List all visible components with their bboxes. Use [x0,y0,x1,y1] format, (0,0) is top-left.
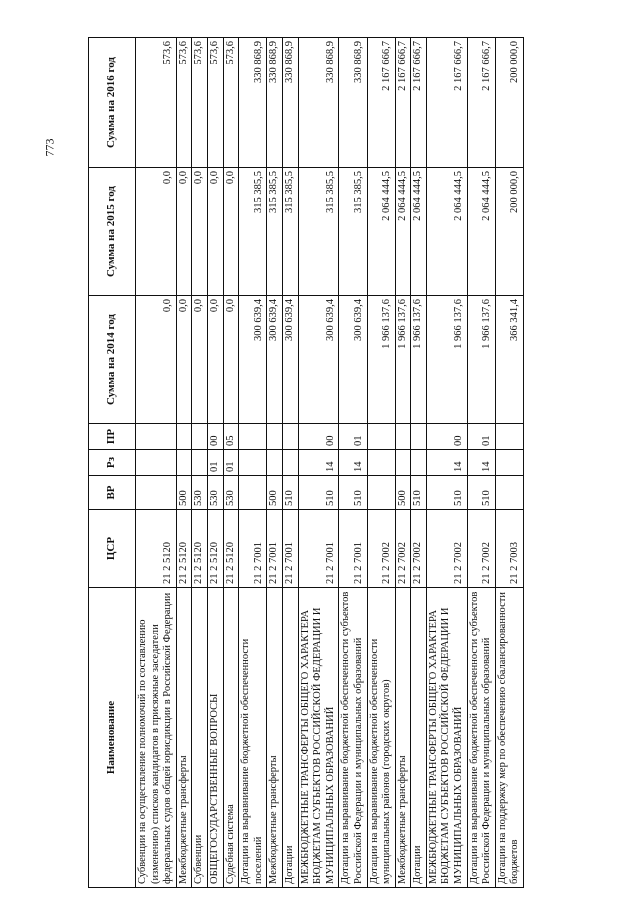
cell-csr: 21 2 7001 [298,510,339,588]
table-row [267,38,283,888]
cell-name: Дотации на выравнивание бюджетной обеспеченности субъектов Российской Федерации и муниципальных образований [467,588,495,888]
cell-vr: 530 [207,476,223,510]
cell-pr: 00 [298,424,339,450]
cell-rz [192,450,208,476]
cell-vr: 510 [282,476,298,510]
cell-name: Межбюджетные трансферты [176,588,192,888]
cell-csr: 21 2 7002 [411,510,427,588]
cell-vr: 510 [426,476,467,510]
cell-vr [239,476,267,510]
cell-pr [411,424,427,450]
cell-2015: 315 385,5 [239,168,267,296]
cell-name: МЕЖБЮДЖЕТНЫЕ ТРАНСФЕРТЫ ОБЩЕГО ХАРАКТЕРА БЮДЖЕТАМ СУБЪЕКТОВ РОССИЙСКОЙ ФЕДЕРАЦИИ И МУНИЦИПАЛЬНЫХ ОБРАЗОВАНИЙ [298,588,339,888]
cell-pr [267,424,283,450]
cell-2014: 300 639,4 [298,296,339,424]
table-row [467,38,495,888]
cell-csr: 21 2 7001 [339,510,367,588]
cell-csr: 21 2 7002 [395,510,411,588]
cell-rz: 14 [467,450,495,476]
cell-rz [267,450,283,476]
cell-2014: 300 639,4 [339,296,367,424]
cell-2015: 2 064 444,5 [395,168,411,296]
cell-csr: 21 2 5120 [176,510,192,588]
cell-rz: 01 [223,450,239,476]
cell-2014: 1 966 137,6 [426,296,467,424]
cell-pr [192,424,208,450]
cell-2014: 0,0 [136,296,177,424]
cell-2014: 0,0 [192,296,208,424]
cell-rz [395,450,411,476]
cell-vr: 500 [267,476,283,510]
table-row [339,38,367,888]
cell-2015: 2 064 444,5 [411,168,427,296]
cell-rz [282,450,298,476]
cell-2015: 2 064 444,5 [467,168,495,296]
cell-2016: 2 167 666,7 [411,38,427,168]
cell-vr: 500 [176,476,192,510]
cell-name: Дотации на выравнивание бюджетной обеспеченности муниципальных районов (городских округов) [367,588,395,888]
cell-rz: 14 [426,450,467,476]
cell-rz [367,450,395,476]
cell-csr: 21 2 7001 [282,510,298,588]
cell-name: Дотации на поддержку мер по обеспечению сбалансированности бюджетов [495,588,523,888]
cell-2015: 315 385,5 [282,168,298,296]
table-row [395,38,411,888]
cell-2015: 315 385,5 [339,168,367,296]
cell-2014: 300 639,4 [267,296,283,424]
cell-pr [239,424,267,450]
cell-pr [282,424,298,450]
table-row [411,38,427,888]
cell-vr: 500 [395,476,411,510]
table-row [176,38,192,888]
cell-2016: 330 868,9 [239,38,267,168]
header-rz: Рз [89,450,136,476]
cell-rz: 14 [298,450,339,476]
cell-2016: 330 868,9 [298,38,339,168]
cell-name: МЕЖБЮДЖЕТНЫЕ ТРАНСФЕРТЫ ОБЩЕГО ХАРАКТЕРА БЮДЖЕТАМ СУБЪЕКТОВ РОССИЙСКОЙ ФЕДЕРАЦИИ И МУНИЦИПАЛЬНЫХ ОБРАЗОВАНИЙ [426,588,467,888]
cell-csr: 21 2 5120 [223,510,239,588]
cell-pr [495,424,523,450]
header-2014: Сумма на 2014 год [89,296,136,424]
cell-pr [367,424,395,450]
cell-2015: 315 385,5 [298,168,339,296]
cell-2016: 573,6 [176,38,192,168]
cell-pr [395,424,411,450]
table-row [426,38,467,888]
table-header [89,38,136,888]
cell-vr: 530 [223,476,239,510]
header-2015: Сумма на 2015 год [89,168,136,296]
header-2016: Сумма на 2016 год [89,38,136,168]
cell-pr [136,424,177,450]
cell-rz [136,450,177,476]
cell-csr: 21 2 5120 [207,510,223,588]
cell-rz [495,450,523,476]
cell-2015: 0,0 [192,168,208,296]
cell-csr: 21 2 7003 [495,510,523,588]
cell-2015: 0,0 [223,168,239,296]
cell-2016: 573,6 [207,38,223,168]
cell-2016: 2 167 666,7 [395,38,411,168]
cell-2015: 315 385,5 [267,168,283,296]
budget-table [88,37,524,888]
cell-name: Субвенции [192,588,208,888]
cell-vr: 510 [298,476,339,510]
header-vr: ВР [89,476,136,510]
cell-2016: 573,6 [192,38,208,168]
cell-csr: 21 2 7002 [467,510,495,588]
cell-2014: 300 639,4 [239,296,267,424]
table-row [495,38,523,888]
rotated-table-container [88,38,558,888]
cell-rz [411,450,427,476]
table-row [367,38,395,888]
cell-name: Межбюджетные трансферты [267,588,283,888]
cell-name: Дотации [282,588,298,888]
cell-vr: 510 [339,476,367,510]
cell-rz: 14 [339,450,367,476]
cell-2016: 2 167 666,7 [367,38,395,168]
cell-2014: 1 966 137,6 [411,296,427,424]
cell-2014: 300 639,4 [282,296,298,424]
cell-pr: 01 [339,424,367,450]
cell-name: ОБЩЕГОСУДАРСТВЕННЫЕ ВОПРОСЫ [207,588,223,888]
cell-2014: 0,0 [223,296,239,424]
cell-name: Межбюджетные трансферты [395,588,411,888]
cell-2014: 0,0 [207,296,223,424]
cell-2015: 2 064 444,5 [367,168,395,296]
header-name: Наименование [89,588,136,888]
table-body [136,38,524,888]
cell-2014: 1 966 137,6 [367,296,395,424]
cell-2014: 366 341,4 [495,296,523,424]
cell-vr [367,476,395,510]
page-number: 773 [42,138,57,157]
table-row [192,38,208,888]
table-row [239,38,267,888]
cell-csr: 21 2 5120 [136,510,177,588]
header-csr: ЦСР [89,510,136,588]
cell-vr [495,476,523,510]
cell-pr: 00 [207,424,223,450]
cell-rz [176,450,192,476]
cell-2016: 330 868,9 [282,38,298,168]
cell-csr: 21 2 7001 [267,510,283,588]
cell-csr: 21 2 7001 [239,510,267,588]
table-row [298,38,339,888]
header-row [89,38,136,888]
cell-2014: 1 966 137,6 [395,296,411,424]
cell-csr: 21 2 5120 [192,510,208,588]
cell-vr: 510 [467,476,495,510]
cell-name: Субвенции на осуществление полномочий по составлению (изменению) списков кандидатов в присяжные заседатели федеральных судов общей юрисдикции в Российской Федерации [136,588,177,888]
cell-rz: 01 [207,450,223,476]
header-pr: ПР [89,424,136,450]
cell-2016: 573,6 [223,38,239,168]
cell-2015: 0,0 [176,168,192,296]
cell-pr: 05 [223,424,239,450]
cell-2016: 330 868,9 [339,38,367,168]
cell-name: Судебная система [223,588,239,888]
cell-2015: 0,0 [136,168,177,296]
cell-name: Дотации [411,588,427,888]
cell-csr: 21 2 7002 [426,510,467,588]
cell-2014: 1 966 137,6 [467,296,495,424]
cell-vr [136,476,177,510]
cell-2016: 2 167 666,7 [467,38,495,168]
table-row [282,38,298,888]
cell-2014: 0,0 [176,296,192,424]
cell-pr: 01 [467,424,495,450]
cell-rz [239,450,267,476]
cell-pr [176,424,192,450]
cell-2015: 2 064 444,5 [426,168,467,296]
cell-name: Дотации на выравнивание бюджетной обеспеченности поселений [239,588,267,888]
cell-vr: 530 [192,476,208,510]
cell-csr: 21 2 7002 [367,510,395,588]
cell-2015: 0,0 [207,168,223,296]
cell-2016: 573,6 [136,38,177,168]
table-row [207,38,223,888]
table-row [136,38,177,888]
cell-pr: 00 [426,424,467,450]
cell-2015: 200 000,0 [495,168,523,296]
table-row [223,38,239,888]
cell-2016: 2 167 666,7 [426,38,467,168]
cell-vr: 510 [411,476,427,510]
cell-2016: 330 868,9 [267,38,283,168]
cell-name: Дотации на выравнивание бюджетной обеспеченности субъектов Российской Федерации и муниципальных образований [339,588,367,888]
cell-2016: 200 000,0 [495,38,523,168]
